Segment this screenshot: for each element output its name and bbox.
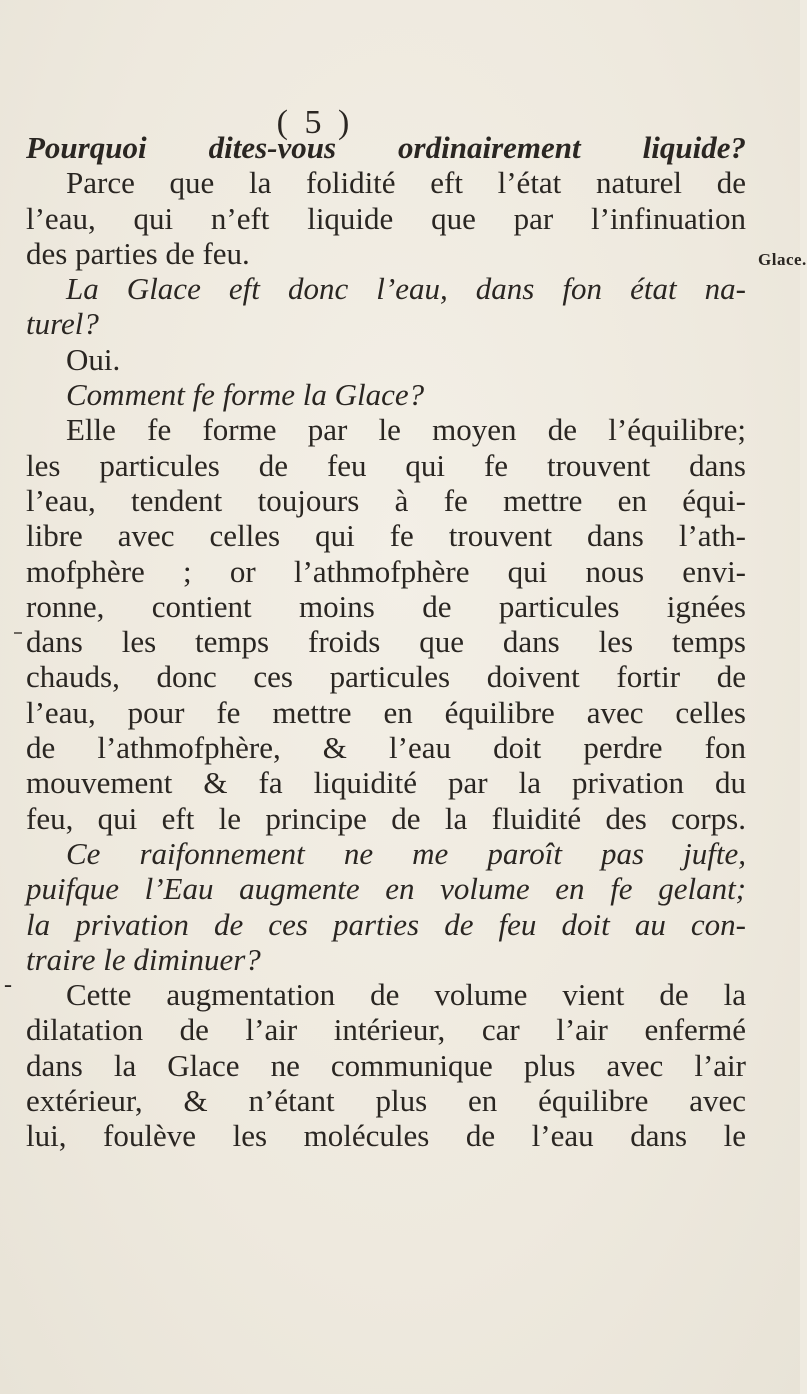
answer-line: lui, foulève les molécules de l’eau dans le (26, 1118, 746, 1154)
answer-line: l’eau, qui n’eft liquide que par l’infinuation (26, 200, 746, 236)
question-line: Ce raifonnement ne me paroît pas jufte, (66, 835, 746, 871)
answer-line: de l’athmofphère, & l’eau doit perdre fon (26, 730, 746, 766)
question-line: Comment fe forme la Glace? (66, 377, 425, 413)
answer-line: chauds, donc ces particules doivent fortir de (26, 659, 746, 695)
question-line: la privation de ces parties de feu doit au con- (26, 906, 746, 942)
answer-line: extérieur, & n’étant plus en équilibre avec (26, 1083, 746, 1119)
answer-line: mouvement & fa liquidité par la privation du (26, 765, 746, 801)
answer-line: l’eau, pour fe mettre en équilibre avec celles (26, 694, 746, 730)
answer-line: libre avec celles qui fe trouvent dans l’ath- (26, 518, 746, 554)
answer-line: des parties de feu. (26, 235, 250, 271)
answer-line: dans la Glace ne communique plus avec l’air (26, 1047, 746, 1083)
question-line: Pourquoi dites-vous ordinairement liquide? (26, 130, 746, 165)
page-number: ( 5 ) (276, 104, 354, 141)
question-line: traire le diminuer? (26, 941, 261, 977)
answer-line: Elle fe forme par le moyen de l’équilibre; (66, 412, 746, 448)
answer-line: Parce que la folidité eft l’état naturel de (66, 165, 746, 201)
answer-line: mofphère ; or l’athmofphère qui nous envi- (26, 553, 746, 589)
answer-line: les particules de feu qui fe trouvent dans (26, 447, 746, 483)
answer-line: dans les temps froids que dans les temps (26, 624, 746, 660)
answer-line: dilatation de l’air intérieur, car l’air enfermé (26, 1012, 746, 1048)
margin-dash: - (4, 972, 12, 998)
answer-line: ronne, contient moins de particules ignées (26, 588, 746, 624)
body-text (26, 130, 746, 1154)
answer-line: feu, qui eft le principe de la fluidité des corps. (26, 800, 746, 836)
question-line: La Glace eft donc l’eau, dans fon état na- (66, 271, 746, 307)
answer-line: l’eau, tendent toujours à fe mettre en équi- (26, 482, 746, 518)
answer-line: Cette augmentation de volume vient de la (66, 977, 746, 1013)
question-line: puifque l’Eau augmente en volume en fe gelant; (26, 871, 746, 907)
question-line: turel? (26, 306, 99, 342)
margin-note: Glace. (758, 250, 807, 269)
answer-line: Oui. (66, 341, 121, 377)
margin-tick (14, 632, 22, 634)
